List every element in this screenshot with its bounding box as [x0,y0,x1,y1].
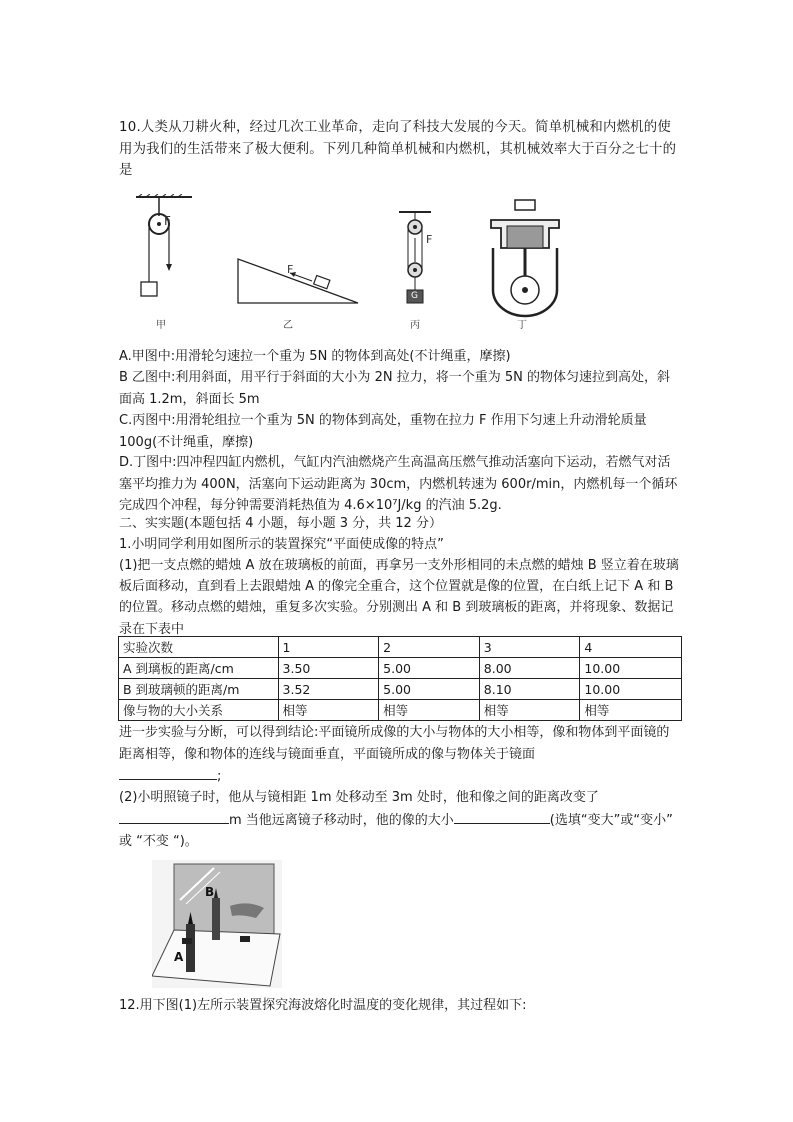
table-cell: 3.50 [278,658,379,679]
table-cell: 相等 [278,700,379,721]
figure-label-yi: 乙 [283,320,293,331]
figure-label-bing: 丙 [410,320,420,331]
option-b: B 乙图中:利用斜面，用平行于斜面的大小为 2N 拉力，将一个重为 5N 的物体匀速拉到高处，斜面高 1.2m，斜面长 5m [119,370,670,407]
answer-blank-3[interactable] [454,809,550,824]
section-heading: 二、实实题(本题包括 4 小题，每小题 3 分，共 12 分） [119,516,442,531]
table-cell: A 到璃板的距离/cm [119,658,279,679]
question-11-part1: (1)把一支点燃的蜡烛 A 放在玻璃板的前面，再拿另一支外形相同的未点燃的蜡烛 B 竖立着在玻璃板后面移动，直到看上去跟蜡烛 A 的像完全重合，这个位置就是像的位置，在白纸上记下 A 和 B 的位置。移动点燃的蜡烛，重复多次实验。分别测出 A 和 B 到玻璃板的距离，并将现象、数据记录在下表中 [119,558,679,637]
table-cell: 5.00 [379,658,480,679]
table-cell: 3.52 [278,679,379,700]
question-11-conclusion [119,722,682,788]
table-cell: 3 [479,637,580,658]
answer-blank-2[interactable] [119,809,229,824]
question-11-title: 1.小明同学利用如图所示的装置探究“平面使成像的特点” [119,537,444,552]
figure-label-jia: 甲 [156,320,166,331]
engine-figure [485,198,565,318]
table-cell: 10.00 [580,679,682,700]
table-cell: 相等 [479,700,580,721]
force-label-bing: F [426,233,433,246]
table-cell: 4 [580,637,682,658]
table-row [119,637,682,658]
table-cell: 相等 [580,700,682,721]
table-cell: 1 [278,637,379,658]
table-cell: B 到玻璃顿的距离/m [119,679,279,700]
table-cell: 2 [379,637,480,658]
table-cell: 像与物的大小关系 [119,700,279,721]
weight-label-bing: G [411,291,418,301]
data-table [118,636,682,721]
question-10-figures [130,190,570,340]
option-c: C.丙图中:用滑轮组拉一个重为 5N 的物体到高处，重物在拉力 F 作用下匀速上升动滑轮质量 100g(不计绳重，摩擦) [119,413,647,450]
question-12-text: 12.用下图(1)左所示装置探究海波熔化时温度的变化规律，其过程如下: [119,998,527,1013]
table-cell: 8.10 [479,679,580,700]
question-11-part2 [119,787,682,853]
table-cell: 10.00 [580,658,682,679]
part2-text-c: (选填“变大”或“变小” 或 “不变 “)。 [119,812,673,849]
fixed-pulley-figure [134,194,194,314]
table-row [119,658,682,679]
question-10-text: 10.人类从刀耕火种，经过几次工业革命，走向了科技大发展的今天。简单机械和内燃机的使用为我们的生活带来了极大便利。下列几种简单机械和内燃机，其机械效率大于百分之七十的是 [119,120,677,178]
option-a: A.甲图中:用滑轮匀速拉一个重为 5N 的物体到高处(不计绳重，摩擦) [119,349,511,364]
option-d: D.丁图中:四冲程四缸内燃机，气缸内汽油燃烧产生高温高压燃气推动活塞向下运动，若燃气对活塞平均推力为 400N，活塞向下运动距离为 30cm，内燃机转速为 600r/min，内燃机每一个循环完成四个冲程，每分钟需要消耗热值为 4.6×10⁷J/kg 的汽油 5.2g. [119,455,678,513]
force-label-jia: F [164,214,171,228]
candle-a-label: A [174,950,184,964]
table-cell: 相等 [379,700,480,721]
conclusion-end: ; [217,769,222,784]
mirror-experiment-photo [152,860,282,988]
conclusion-text: 进一步实验与分断，可以得到结论:平面镜所成像的大小与物体的大小相等，像和物体到平面镜的距离相等，像和物体的连线与镜面垂直，平面镜所成的像与物体关于镜面 [119,725,670,762]
table-row [119,679,682,700]
part2-text-a: (2)小明照镜子时，他从与镜相距 1m 处移动至 3m 处时，他和像之间的距离改变了 [119,790,599,805]
force-label-yi: F [287,263,294,276]
inclined-plane-figure [236,245,361,305]
figure-label-ding: 丁 [517,320,527,331]
table-cell: 8.00 [479,658,580,679]
answer-blank-1[interactable] [119,765,217,780]
table-cell: 实验次数 [119,637,279,658]
table-cell: 5.00 [379,679,480,700]
table-row [119,700,682,721]
candle-b-label: B [205,885,215,899]
part2-text-b: m 当他远离镜子移动时，他的像的大小 [229,812,454,828]
